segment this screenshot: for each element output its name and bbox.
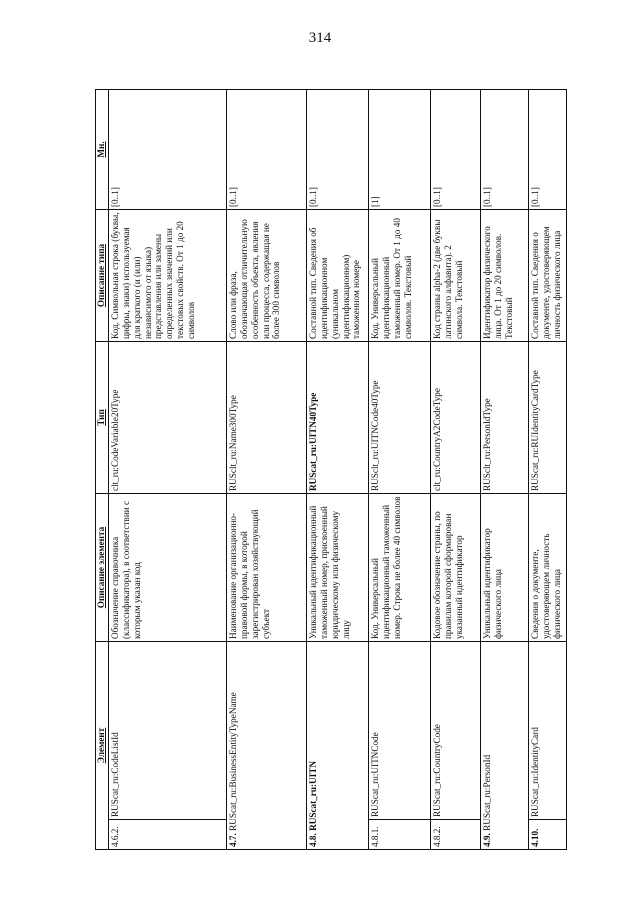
table-row	[307, 90, 369, 850]
row-number: 4.7.	[228, 833, 238, 847]
row-number: 4.8.1.	[369, 820, 431, 850]
header-element: Элемент	[96, 642, 109, 850]
header-type-description: Описание типа	[96, 210, 109, 342]
table-row	[529, 90, 567, 850]
row-type-description: Идентификатор физического лица. От 1 до 20 символов. Текстовый	[481, 210, 529, 342]
row-type: RUScat_ru:UITN40Type	[307, 342, 369, 494]
row-description: Кодовое обозначение страны, по правилам которой сформирован указанный идентификатор	[431, 494, 481, 642]
header-type: Тип	[96, 342, 109, 494]
row-multiplicity: [0..1]	[431, 90, 481, 210]
row-number: 4.8.	[308, 833, 318, 847]
row-type: clt_ru:CodeVariable20Type	[109, 342, 227, 494]
elements-table	[95, 89, 567, 850]
row-type-description: Код. Символьная строка (буквы, цифры, знаки) используемая для краткого (и (или) независимого от языка) представления или замены определенных значений или текстовых свойств. От 1 до 20 символов	[109, 210, 227, 342]
row-description: Уникальный идентификационный таможенный номер, присвоенный юридическому или физическому лицу	[307, 494, 369, 642]
row-type-description: Составной тип. Сведения о документе, удостоверяющем личность физического лица	[529, 210, 567, 342]
table-row	[109, 90, 227, 850]
row-type: clt_ru:CountryA2CodeType	[431, 342, 481, 494]
row-number: 4.6.2.	[109, 820, 227, 850]
row-description: Код. Универсальный идентификационный таможенный номер. Строка не более 40 символов	[369, 494, 431, 642]
row-type: RUScat_ru:RUIdentityCardType	[529, 342, 567, 494]
row-element-name	[227, 642, 307, 850]
row-description: Сведения о документе, удостоверяющем личность физического лица	[529, 494, 567, 642]
row-element-name: RUScat_ru:IdentityCard	[529, 642, 567, 820]
row-multiplicity: [0..1]	[529, 90, 567, 210]
row-multiplicity: [0..1]	[109, 90, 227, 210]
table-row	[431, 90, 481, 850]
row-number: 4.9.	[482, 833, 492, 847]
row-type: RUSclt_ru:UITNCode40Type	[369, 342, 431, 494]
row-multiplicity: [0..1]	[481, 90, 529, 210]
row-element-name-text: RUScat_ru:BusinessEntityTypeName	[228, 692, 238, 831]
row-type: RUSclt_ru:Name300Type	[227, 342, 307, 494]
row-description: Обозначение справочника (классификатора), в соответствии с которым указан код	[109, 494, 227, 642]
row-multiplicity: [0..1]	[227, 90, 307, 210]
rotated-table-container	[95, 90, 565, 850]
row-multiplicity: [1]	[369, 90, 431, 210]
row-type: RUSclt_ru:PersonIdType	[481, 342, 529, 494]
table-row	[481, 90, 529, 850]
row-description: Наименование организационно-правовой формы, в которой зарегистрирован хозяйствующий субъект	[227, 494, 307, 642]
row-element-name	[481, 642, 529, 850]
table-row	[369, 90, 431, 850]
row-type-description: Слово или фраза, обозначающая отличительную особенность объекта, явления или процесса, содержащая не более 300 символов	[227, 210, 307, 342]
row-element-name: RUScat_ru:CodeListId	[109, 642, 227, 820]
header-multiplicity: Мн.	[96, 90, 109, 210]
row-element-name: RUScat_ru:UITNCode	[369, 642, 431, 820]
row-type-description: Код. Универсальный идентификационный таможенный номер. От 1 до 40 символов. Текстовый	[369, 210, 431, 342]
row-element-name: RUScat_ru:CountryCode	[431, 642, 481, 820]
row-element-name-text: RUScat_ru:PersonId	[482, 754, 492, 831]
row-type-description: Составной тип. Сведения об идентификационном (уникальном идентификационном) таможенном номере	[307, 210, 369, 342]
row-number: 4.10.	[529, 820, 567, 850]
page-number: 314	[308, 30, 332, 46]
table-row	[227, 90, 307, 850]
row-multiplicity: [0..1]	[307, 90, 369, 210]
row-number: 4.8.2.	[431, 820, 481, 850]
header-description: Описание элемента	[96, 494, 109, 642]
row-description: Уникальный идентификатор физического лица	[481, 494, 529, 642]
row-element-name	[307, 642, 369, 850]
table-header-row	[96, 90, 109, 850]
row-element-name-text: RUScat_ru:UITN	[308, 760, 318, 831]
row-type-description: Код страны alpha-2 (две буквы латинского алфавита). 2 символа. Текстовый	[431, 210, 481, 342]
